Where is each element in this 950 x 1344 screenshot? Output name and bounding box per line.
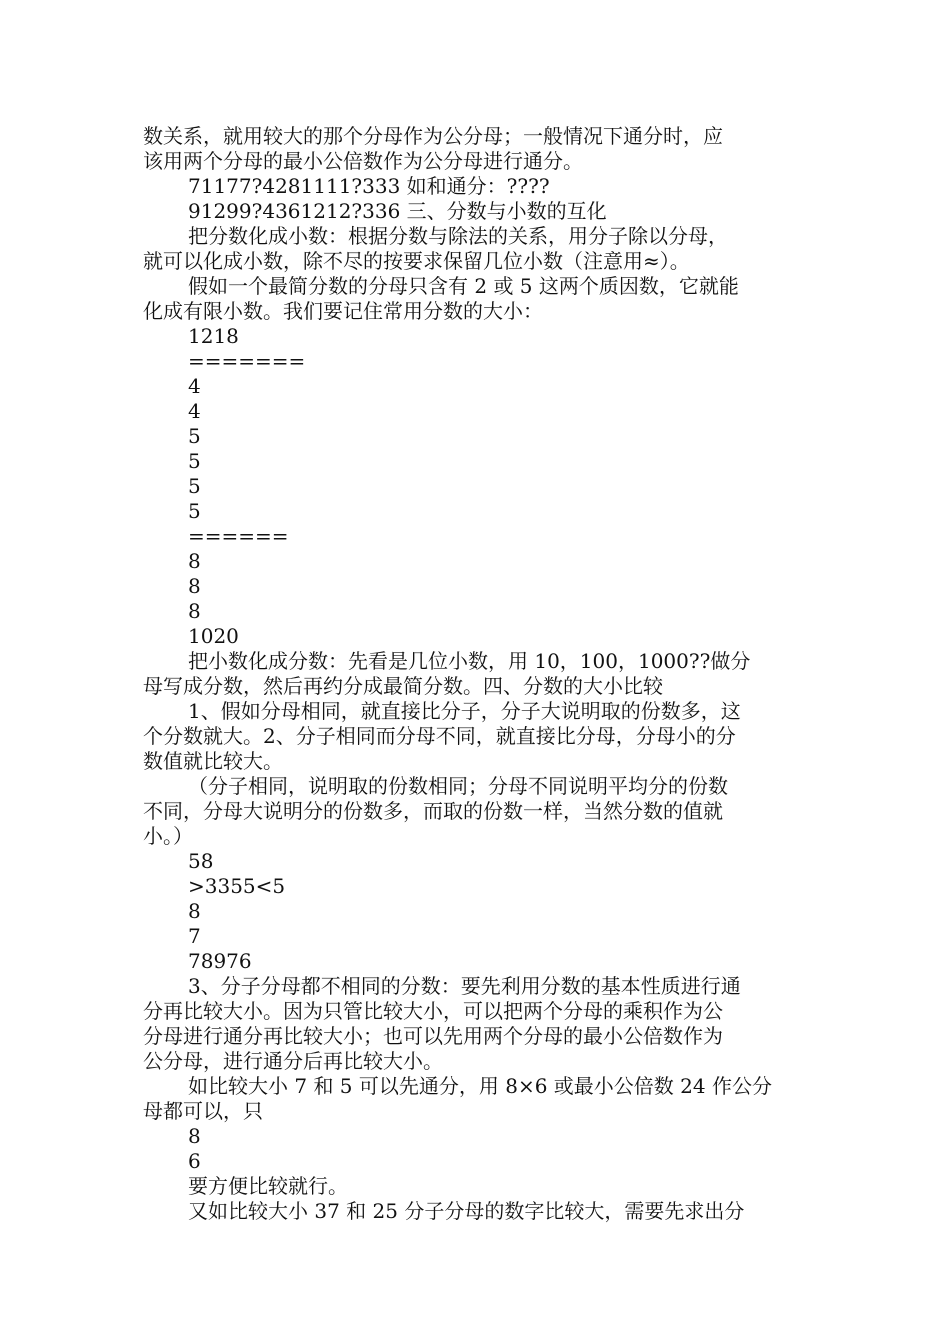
text-line-34: 78976 — [188, 949, 252, 973]
text-line-17: ====== — [188, 524, 289, 548]
text-line-35: 3、分子分母都不相同的分数：要先利用分数的基本性质进行通 — [188, 974, 741, 998]
text-line-36: 分再比较大小。因为只管比较大小，可以把两个分母的乘积作为公 — [143, 999, 723, 1023]
text-line-39: 如比较大小 7 和 5 可以先通分，用 8×6 或最小公倍数 24 作公分 — [188, 1074, 772, 1098]
text-line-18: 8 — [188, 549, 201, 573]
text-line-38: 公分母，进行通分后再比较大小。 — [143, 1049, 443, 1073]
text-line-25: 个分数就大。2、分子相同而分母不同，就直接比分母，分母小的分 — [143, 724, 736, 748]
document-body — [143, 124, 808, 1224]
text-line-28: 不同，分母大说明分的份数多，而取的份数一样，当然分数的值就 — [143, 799, 723, 823]
text-line-1: 数关系，就用较大的那个分母作为公分母；一般情况下通分时，应 — [143, 124, 723, 148]
text-line-31: >3355<5 — [188, 874, 286, 898]
text-line-21: 1020 — [188, 624, 239, 648]
text-line-43: 要方便比较就行。 — [188, 1174, 348, 1198]
text-line-14: 5 — [188, 449, 201, 473]
text-line-27: （分子相同，说明取的份数相同；分母不同说明平均分的份数 — [188, 774, 728, 798]
text-line-19: 8 — [188, 574, 201, 598]
text-line-26: 数值就比较大。 — [143, 749, 283, 773]
text-line-8: 化成有限小数。我们要记住常用分数的大小： — [143, 299, 543, 323]
text-line-24: 1、假如分母相同，就直接比分子，分子大说明取的份数多，这 — [188, 699, 741, 723]
text-line-7: 假如一个最简分数的分母只含有 2 或 5 这两个质因数，它就能 — [188, 274, 739, 298]
text-line-12: 4 — [188, 399, 201, 423]
text-line-13: 5 — [188, 424, 201, 448]
text-line-33: 7 — [188, 924, 201, 948]
text-line-20: 8 — [188, 599, 201, 623]
text-line-41: 8 — [188, 1124, 201, 1148]
text-line-15: 5 — [188, 474, 201, 498]
text-line-5: 把分数化成小数：根据分数与除法的关系，用分子除以分母， — [188, 224, 728, 248]
text-line-10: ======= — [188, 349, 306, 373]
text-line-9: 1218 — [188, 324, 239, 348]
text-line-29: 小。） — [143, 824, 193, 848]
text-line-30: 58 — [188, 849, 214, 873]
text-line-3: 71177?4281111?333 如和通分：???? — [188, 174, 550, 198]
text-line-44: 又如比较大小 37 和 25 分子分母的数字比较大，需要先求出分 — [188, 1199, 745, 1223]
text-line-4: 91299?4361212?336 三、分数与小数的互化 — [188, 199, 607, 223]
text-line-2: 该用两个分母的最小公倍数作为公分母进行通分。 — [143, 149, 583, 173]
text-line-37: 分母进行通分再比较大小；也可以先用两个分母的最小公倍数作为 — [143, 1024, 723, 1048]
text-line-6: 就可以化成小数，除不尽的按要求保留几位小数（注意用≈）。 — [143, 249, 690, 273]
text-line-23: 母写成分数，然后再约分成最简分数。四、分数的大小比较 — [143, 674, 663, 698]
text-line-32: 8 — [188, 899, 201, 923]
text-line-22: 把小数化成分数：先看是几位小数，用 10，100，1000??做分 — [188, 649, 751, 673]
text-line-40: 母都可以，只 — [143, 1099, 263, 1123]
text-line-16: 5 — [188, 499, 201, 523]
text-line-11: 4 — [188, 374, 201, 398]
text-line-42: 6 — [188, 1149, 201, 1173]
